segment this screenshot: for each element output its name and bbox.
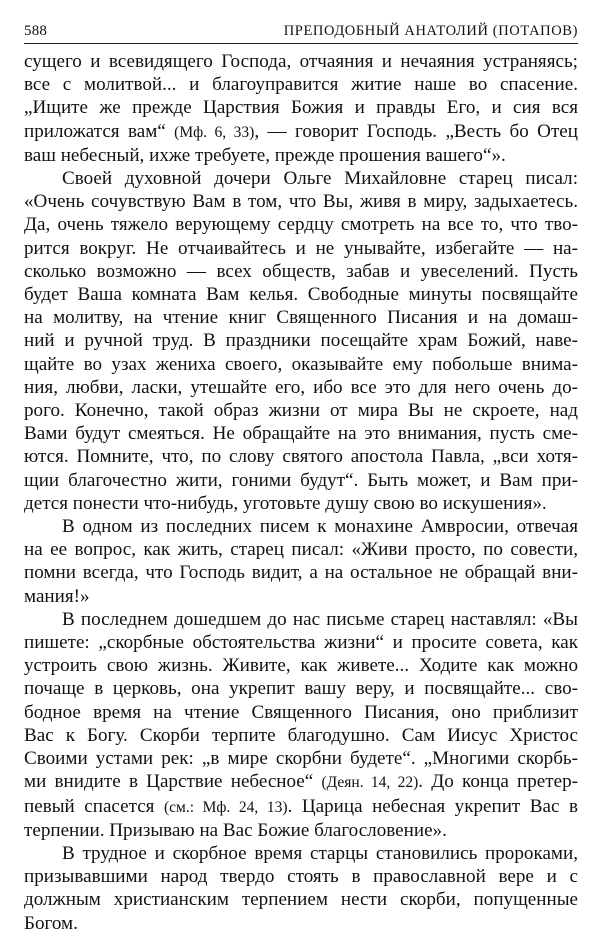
text-line: «Очень сочувствую Вам в том, что Вы, живя в миру, задыхаетесь.	[24, 191, 578, 213]
text-line	[24, 770, 578, 794]
scripture-reference: (см.: Мф. 24, 13)	[163, 798, 288, 816]
text-line: терпении. Призываю на Вас Божие благословение».	[24, 819, 447, 841]
text-line: устроить свою жизнь. Живите, как живете... Ходите как можно	[24, 655, 578, 677]
text-run: , — говорит Господь. „Весть бо Отец	[254, 120, 579, 142]
text-line	[24, 795, 578, 819]
text-line: помни всегда, что Господь видит, а на остальное не обращай вни-	[24, 562, 578, 584]
text-line: призывавшими народ твердо стоять в православной вере и с	[24, 866, 578, 888]
text-line: рого. Конечно, такой образ жизни от мира Вы не скроете, над	[24, 400, 578, 422]
text-run: ми внидите в Царствие небесное“	[24, 771, 322, 793]
text-run: . До конца претер-	[418, 771, 578, 793]
text-line: Вас к Богу. Скорби терпите благодушно. Сам Иисус Христос	[24, 724, 578, 746]
text-line: В одном из последних писем к монахине Амвросии, отвечая	[62, 516, 578, 538]
text-run: приложатся вам“	[24, 120, 175, 142]
text-line: В последнем дошедшем до нас письме старец наставлял: «Вы	[62, 608, 578, 630]
text-line: ний и ручной труд. В праздники посещайте храм Божий, наве-	[24, 330, 578, 352]
text-line: пишете: „скорбные обстоятельства жизни“ и просите совета, как	[24, 632, 578, 654]
page-number: 588	[24, 23, 48, 39]
text-line: дется понести что-нибудь, уготовьте душу свою во искушения».	[24, 492, 547, 514]
text-line: Богом.	[24, 912, 78, 934]
text-line: щии благочестно жити, гоними будут“. Быть может, и Вам при-	[24, 469, 578, 491]
text-line: на ее вопрос, как жить, старец писал: «Живи просто, по совести,	[24, 539, 578, 561]
paragraph	[24, 167, 578, 515]
book-page	[24, 22, 578, 935]
text-line: Вами будут смеяться. Не обращайте на это внимания, пусть сме-	[24, 423, 578, 445]
text-run: певый спасется	[24, 795, 164, 817]
text-line: мания!»	[24, 585, 90, 607]
text-line: рится вокруг. Не отчаивайтесь и не унывайте, избегайте — на-	[24, 237, 578, 259]
text-line: Да, очень тяжело верующему сердцу смотреть на все то, что тво-	[24, 214, 578, 236]
text-line: будет Ваша комната Вам келья. Свободные минуты посвящайте	[24, 284, 578, 306]
text-line: сущего и всевидящего Господа, отчаяния и нечаяния устраняясь;	[24, 51, 578, 72]
body-text	[24, 50, 578, 935]
paragraph	[24, 842, 578, 935]
text-line: Своими устами рек: „в мире скорбни будете“. „Многими скорбь-	[24, 748, 578, 770]
text-line: ния, любви, ласки, утешайте его, ибо все это для него очень до-	[24, 376, 578, 398]
text-line: В трудное и скорбное время старцы становились пророками,	[62, 842, 578, 864]
scripture-reference: (Мф. 6, 33)	[174, 123, 255, 141]
text-line: „Ищите же прежде Царствия Божия и правды Его, и сия вся	[24, 97, 578, 119]
text-line: должным христианским терпением нести скорби, попущенные	[24, 889, 578, 911]
running-header	[24, 22, 578, 44]
text-line: все с молитвой... и благоуправится житие наше во спасение.	[24, 74, 578, 96]
text-line	[24, 120, 578, 144]
paragraph	[24, 50, 578, 167]
text-line: на молитву, на чтение книг Священного Писания и на домаш-	[24, 307, 578, 329]
text-line: сколько возможно — всех обществ, забав и увеселений. Пусть	[24, 260, 578, 282]
scripture-reference: (Деян. 14, 22)	[321, 774, 419, 792]
paragraph	[24, 608, 578, 842]
text-run: . Царица небесная укрепит Вас в	[287, 795, 578, 817]
text-line: Своей духовной дочери Ольге Михайловне старец писал:	[62, 168, 578, 190]
text-line: щайте во узах жениха своего, оказывайте ему побольше внима-	[24, 353, 578, 375]
text-line: ваш небесный, ихже требуете, прежде прошения вашего“».	[24, 144, 506, 166]
running-title: ПРЕПОДОБНЫЙ АНАТОЛИЙ (ПОТАПОВ)	[283, 23, 578, 39]
text-line: почаще в церковь, она укрепит вашу веру, и посвящайте... сво-	[24, 678, 578, 700]
text-line: бодное время на чтение Священного Писания, оно приблизит	[24, 701, 578, 723]
paragraph	[24, 515, 578, 608]
text-line: ются. Помните, что, по слову святого апостола Павла, „вси хотя-	[24, 446, 578, 468]
